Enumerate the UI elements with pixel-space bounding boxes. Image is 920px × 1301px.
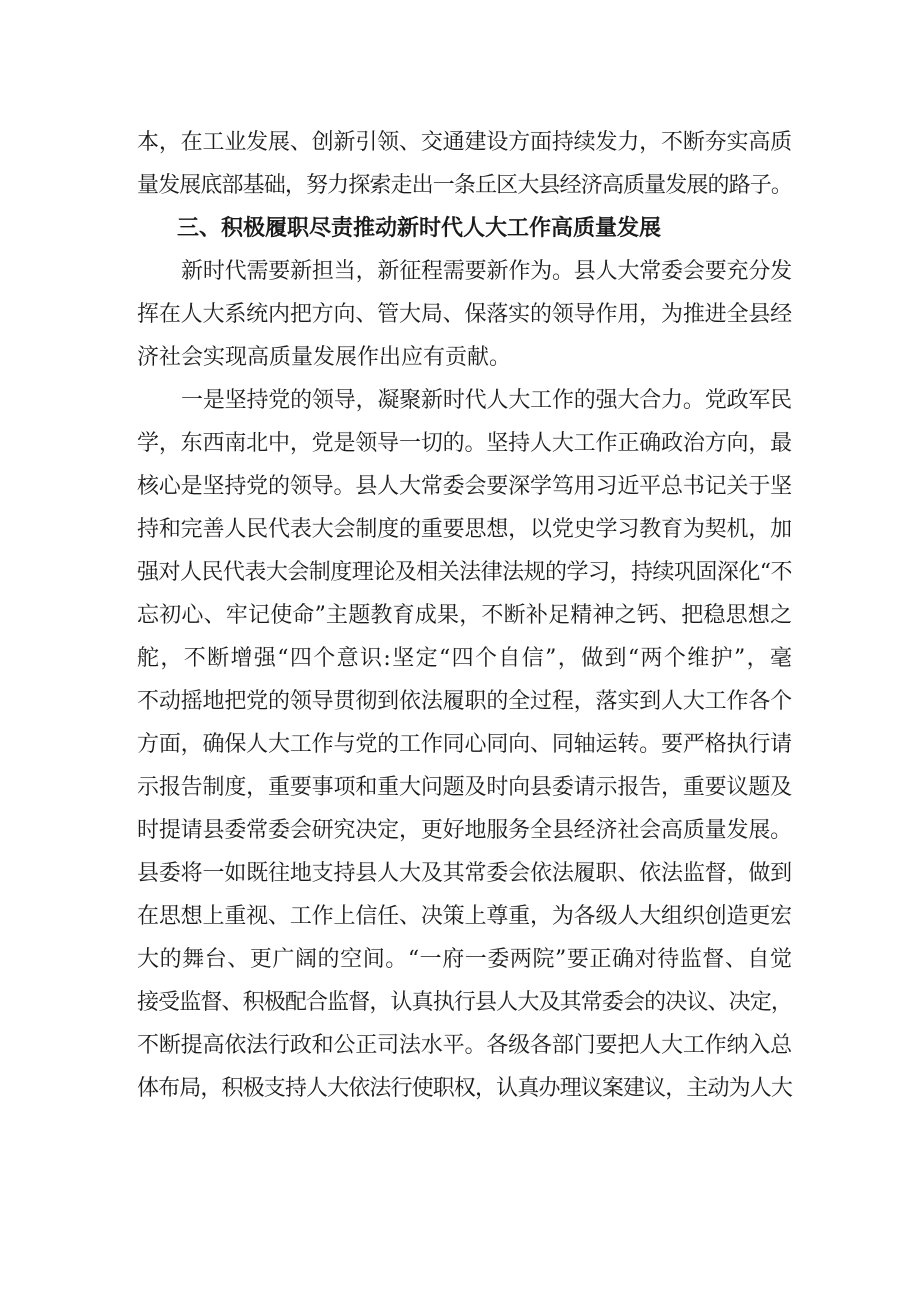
text-line-1: 本，在工业发展、创新引领、交通建设方面持续发力，不断夯实高质 xyxy=(137,130,792,155)
text-line-17: 时提请县委常委会研究决定，更好地服务全县经济社会高质量发展。 xyxy=(137,818,792,843)
text-line-11: 强对人民代表大会制度理论及相关法律法规的学习，持续巩固深化“不 xyxy=(137,560,792,585)
text-line-5: 挥在人大系统内把方向、管大局、保落实的领导作用，为推进全县经 xyxy=(137,302,792,327)
document-body xyxy=(137,121,792,1110)
text-line-7: 一是坚持党的领导，凝聚新时代人大工作的强大合力。党政军民 xyxy=(181,388,792,413)
section-heading: 三、积极履职尽责推动新时代人大工作高质量发展 xyxy=(177,216,662,241)
text-line-15: 方面，确保人大工作与党的工作同心同向、同轴运转。要严格执行请 xyxy=(137,732,792,757)
text-line-16: 示报告制度，重要事项和重大问题及时向县委请示报告，重要议题及 xyxy=(137,775,792,800)
text-line-9: 核心是坚持党的领导。县人大常委会要深学笃用习近平总书记关于坚 xyxy=(137,474,792,499)
text-line-20: 大的舞台、更广阔的空间。“一府一委两院”要正确对待监督、自觉 xyxy=(137,947,792,972)
text-line-2: 量发展底部基础，努力探索走出一条丘区大县经济高质量发展的路子。 xyxy=(137,173,792,198)
text-line-6: 济社会实现高质量发展作出应有贡献。 xyxy=(137,345,512,370)
text-line-13: 舵，不断增强“四个意识:坚定“四个自信”，做到“两个维护”，毫 xyxy=(137,646,792,671)
text-line-4: 新时代需要新担当，新征程需要新作为。县人大常委会要充分发 xyxy=(181,259,792,284)
text-line-21: 接受监督、积极配合监督，认真执行县人大及其常委会的决议、决定， xyxy=(137,990,792,1015)
text-line-10: 持和完善人民代表大会制度的重要思想，以党史学习教育为契机，加 xyxy=(137,517,792,542)
text-line-8: 学，东西南北中，党是领导一切的。坚持人大工作正确政治方向，最 xyxy=(137,431,792,456)
text-line-23: 体布局，积极支持人大依法行使职权，认真办理议案建议，主动为人大 xyxy=(137,1076,792,1101)
text-line-19: 在思想上重视、工作上信任、决策上尊重，为各级人大组织创造更宏 xyxy=(137,904,792,929)
text-line-14: 不动摇地把党的领导贯彻到依法履职的全过程，落实到人大工作各个 xyxy=(137,689,792,714)
text-line-12: 忘初心、牢记使命”主题教育成果，不断补足精神之钙、把稳思想之 xyxy=(137,603,792,628)
text-line-22: 不断提高依法行政和公正司法水平。各级各部门要把人大工作纳入总 xyxy=(137,1033,792,1058)
text-line-18: 县委将一如既往地支持县人大及其常委会依法履职、依法监督，做到 xyxy=(137,861,792,886)
